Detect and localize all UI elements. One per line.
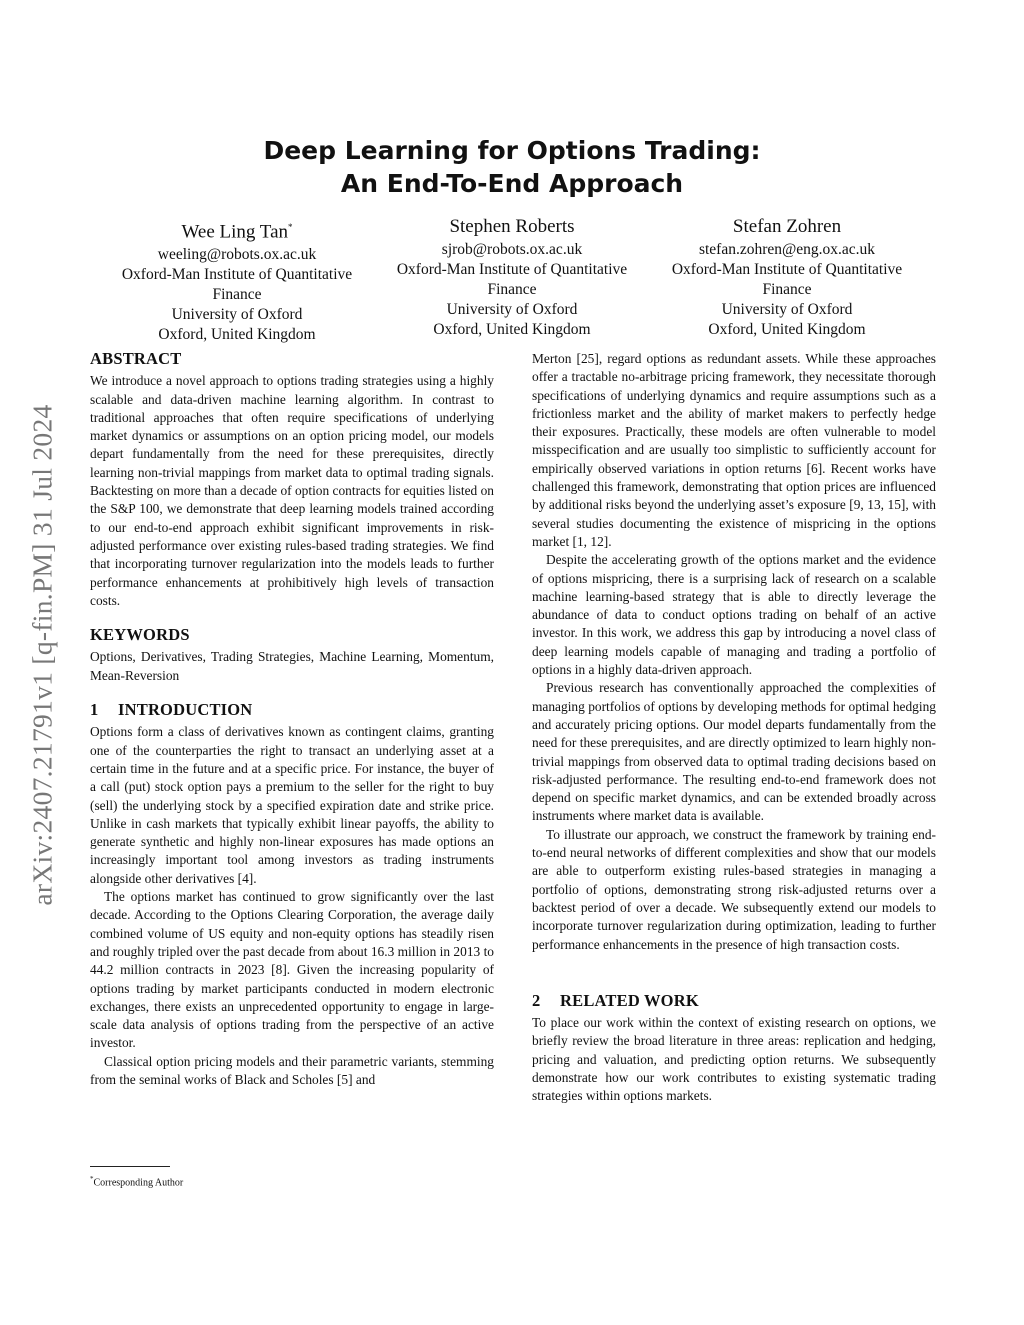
section-number-1: 1 bbox=[90, 700, 99, 720]
intro-paragraph-7: To illustrate our approach, we construct the framework by training end-to-end neural networks of different complexities and show that our models are able to outperform existing rules-based strategies in managing a portfolio of options, demonstrating strong risk-adjusted returns over a backtest period of over a decade. We subsequently extend our models to incorporate turnover regularization during optimization, leading to further performance enhancements in the presence of high transaction costs. bbox=[532, 826, 936, 952]
footnote-rule bbox=[90, 1166, 170, 1167]
author-block-2 bbox=[377, 214, 647, 340]
intro-paragraph-5: Despite the accelerating growth of the options market and the evidence of options mispricing, there is a surprising lack of research on a scalable machine learning-based strategy that is able to directly leverage the abundance of data to conduct options trading on behalf of an active investor. In this work, we address this gap by introducing a novel class of deep learning models capable of managing and trading a portfolio of options in a highly data-driven approach. bbox=[532, 552, 936, 678]
section-number-2: 2 bbox=[532, 990, 541, 1010]
author-email-3: stefan.zohren@eng.ox.ac.uk bbox=[698, 241, 876, 258]
arxiv-identifier bbox=[20, 350, 66, 960]
author-email-2: sjrob@robots.ox.ac.uk bbox=[441, 241, 583, 258]
arxiv-id-text: arXiv:2407.21791v1 [q-fin.PM] 31 Jul 2024 bbox=[27, 404, 59, 906]
right-column bbox=[532, 350, 936, 1106]
author-university-2: University of Oxford bbox=[446, 301, 578, 318]
author-name-2: Stephen Roberts bbox=[449, 216, 575, 237]
author-university-3: University of Oxford bbox=[721, 301, 853, 318]
author-email-1: weeling@robots.ox.ac.uk bbox=[157, 246, 317, 264]
intro-paragraph-3: Classical option pricing models and their parametric variants, stemming from the seminal works of Black and Scholes [5] and bbox=[90, 1053, 494, 1087]
author-location-3: Oxford, United Kingdom bbox=[708, 321, 866, 338]
related-work-heading bbox=[532, 992, 936, 1010]
author-university-1: University of Oxford bbox=[171, 306, 303, 324]
footnote-text: Corresponding Author bbox=[93, 1177, 184, 1189]
footnote bbox=[90, 1166, 494, 1189]
keywords-text: Options, Derivatives, Trading Strategies, Machine Learning, Momentum, Mean-Reversion bbox=[90, 649, 494, 683]
author-affiliation-1: Oxford-Man Institute of Quantitative bbox=[121, 266, 353, 284]
author-affiliation-2b: Finance bbox=[487, 281, 537, 298]
author-marker: * bbox=[288, 222, 293, 232]
title-line-2: An End-To-End Approach bbox=[340, 169, 684, 198]
footnote-marker: * bbox=[90, 1175, 94, 1183]
author-name-3: Stefan Zohren bbox=[732, 216, 842, 237]
section-title-2: RELATED WORK bbox=[560, 990, 699, 1010]
author-affiliation-2: Oxford-Man Institute of Quantitative bbox=[396, 261, 628, 278]
related-work-paragraph-1: To place our work within the context of existing research on options, we briefly review the broad literature in three areas: replication and hedging, pricing and valuation, and predicting option returns. We subsequently demonstrate how our work contributes to existing systematic trading strategies within options markets. bbox=[532, 1015, 936, 1104]
title-line-1: Deep Learning for Options Trading: bbox=[263, 136, 761, 165]
abstract-heading: ABSTRACT bbox=[90, 349, 182, 368]
keywords-heading: KEYWORDS bbox=[90, 625, 190, 645]
paper-title bbox=[0, 134, 1024, 200]
intro-paragraph-1: Options form a class of derivatives known as contingent claims, granting one of the counterparties the right to transact an underlying asset at a certain time in the future and at a specific price. For instance, the buyer of a call (put) stock option pays a premium to the seller for the right to buy (sell) the underlying stock by a specified expiration date and strike price. Unlike in cash markets that typically exhibit linear payoffs, the ability to generate synthetic and highly non-linear exposures has made options an increasingly important tool among investors as trading instruments alongside other derivatives [4]. bbox=[90, 724, 494, 886]
section-title-1: INTRODUCTION bbox=[118, 700, 253, 720]
author-block-3 bbox=[652, 214, 922, 340]
abstract-text: We introduce a novel approach to options trading strategies using a highly scalable and data-driven machine learning algorithm. In contrast to traditional approaches that often require specifications of underlying market dynamics or assumptions on an option pricing model, our models depart fundamentally from the need for these prerequisites, directly learning non-trivial mappings from market data to optimal trading signals. Backtesting on more than a decade of option contracts for equities listed on the S&P 100, we demonstrate that deep learning models trained according to our end-to-end approach exhibit significant improvements in risk-adjusted performance over existing rules-based trading strategies. We find that incorporating turnover regularization into the models leads to further performance enhancements at prohibitively high levels of transaction costs. bbox=[90, 373, 494, 608]
intro-paragraph-6: Previous research has conventionally approached the complexities of managing portfolios of options by developing methods for optimal hedging and accurately pricing options. Our model departs fundamentally from the need for these prerequisites, and are directly optimized to learn highly non-trivial mappings from observed data to optimal trading decisions based on risk-adjusted performance. The resulting end-to-end framework does not depend on specific market dynamics, and can be extended broadly across instruments where market data is available. bbox=[532, 680, 936, 824]
introduction-heading bbox=[90, 701, 494, 719]
author-affiliation-3b: Finance bbox=[762, 281, 812, 298]
author-location-1: Oxford, United Kingdom bbox=[158, 326, 316, 344]
author-affiliation-1b: Finance bbox=[212, 286, 262, 304]
left-column bbox=[90, 350, 494, 1089]
author-location-2: Oxford, United Kingdom bbox=[433, 321, 591, 338]
author-affiliation-3: Oxford-Man Institute of Quantitative bbox=[671, 261, 903, 278]
author-block-1 bbox=[102, 214, 372, 345]
intro-paragraph-2: The options market has continued to grow significantly over the last decade. According to the Options Clearing Corporation, the average daily combined volume of US equity and non-equity options has steadily risen and roughly tripled over the past decade from about 16.3 million in 2013 to 44.2 million contracts in 2023 [8]. Given the increasing popularity of options trading by market participants conducted in modern electronic exchanges, there exists an unprecedented opportunity to engage in large-scale data analysis of options trading from the perspective of an active investor. bbox=[90, 889, 494, 1051]
author-name-1: Wee Ling Tan* bbox=[181, 221, 293, 243]
intro-paragraph-4: Merton [25], regard options as redundant assets. While these approaches offer a tractable no-arbitrage pricing framework, they necessitate thorough specifications of underlying dynamics and require assumptions such as a frictionless market and the ability of market makers to perfectly hedge their exposures. Practically, these models are often vulnerable to model misspecification and are usually too simplistic to sufficiently account for empirically observed variations in option returns [6]. Recent works have challenged this framework, demonstrating that option prices are influenced by additional risks beyond the underlying asset’s exposure [9, 13, 15], with several studies documenting the existence of mispricing in the options market [1, 12]. bbox=[532, 351, 936, 549]
